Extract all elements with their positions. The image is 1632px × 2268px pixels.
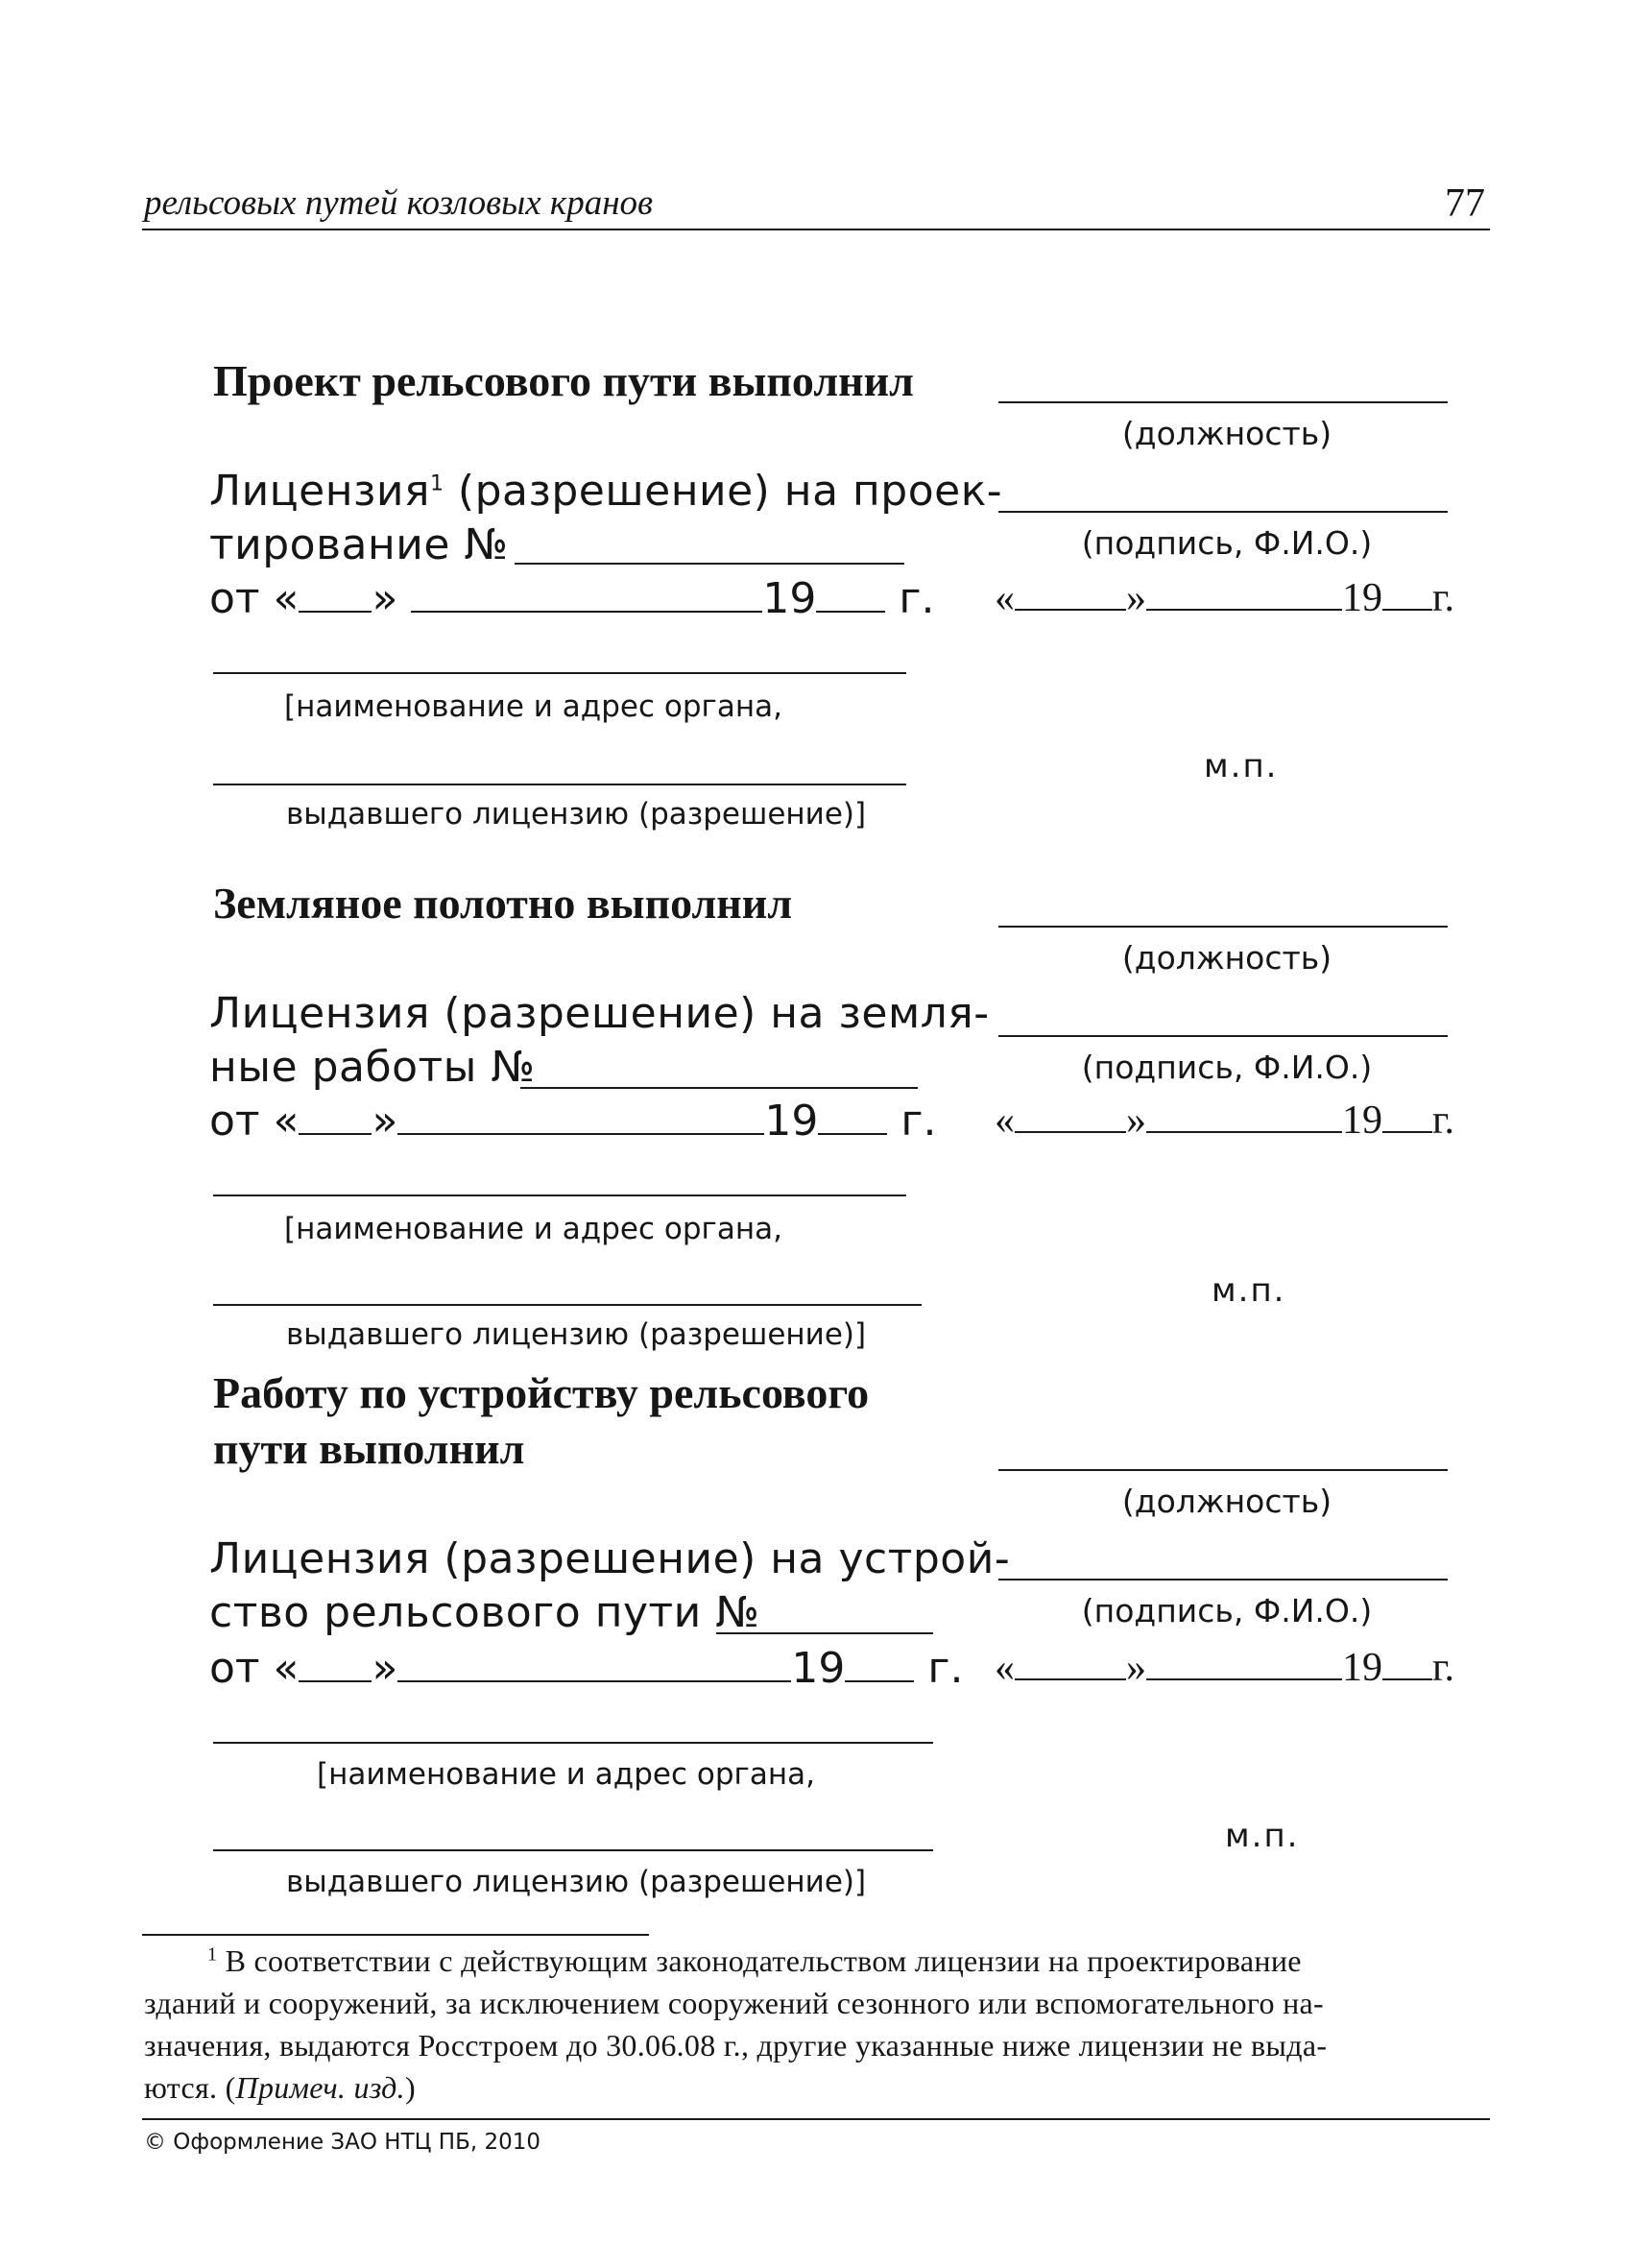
right-year-field[interactable]: [1382, 1644, 1432, 1680]
signature-caption: (подпись, Ф.И.О.): [1081, 1049, 1373, 1086]
license-number-field[interactable]: [515, 563, 904, 565]
right-month-field[interactable]: [1146, 1644, 1342, 1680]
footer-rule: [142, 2118, 1490, 2120]
signature-caption: (подпись, Ф.И.О.): [1081, 524, 1373, 562]
month-field[interactable]: [397, 1646, 791, 1682]
right-year-suffix: г.: [1432, 576, 1454, 620]
license-line-1: [209, 467, 1002, 516]
org-caption-1: [наименование и адрес органа,: [284, 1212, 782, 1246]
right-year-field[interactable]: [1382, 574, 1432, 611]
day-field[interactable]: [299, 1098, 372, 1135]
section-heading-track-work-1: Работу по устройству рельсового: [213, 1368, 870, 1417]
org-caption-2: выдавшего лицензию (разрешение)]: [286, 797, 867, 832]
stamp-label: м.п.: [1212, 1271, 1286, 1310]
org-address-line[interactable]: [213, 1849, 933, 1851]
date-open-quote: от «: [209, 574, 300, 623]
org-caption-1: [наименование и адрес органа,: [317, 1757, 815, 1792]
editor-note: Примеч. изд.: [235, 2070, 405, 2105]
right-date-open-quote: «: [995, 1646, 1015, 1690]
footnote-number: 1: [207, 1943, 218, 1966]
position-caption: (должность): [1121, 415, 1332, 452]
license-line-2: ные работы №: [209, 1043, 536, 1092]
stamp-label: м.п.: [1204, 747, 1279, 785]
right-month-field[interactable]: [1146, 574, 1342, 611]
year-field[interactable]: [818, 1098, 887, 1135]
month-field[interactable]: [411, 576, 762, 613]
year-field[interactable]: [816, 576, 885, 613]
license-line-1: Лицензия (разрешение) на земля-: [209, 989, 990, 1038]
year-prefix: 19: [762, 574, 817, 623]
month-field[interactable]: [397, 1098, 764, 1135]
footnote-text-4b: ): [404, 2070, 416, 2105]
right-date-close-quote: »: [1126, 576, 1146, 620]
org-name-line[interactable]: [213, 1742, 933, 1744]
license-word: Лицензия: [209, 467, 430, 516]
year-field[interactable]: [845, 1646, 914, 1682]
footnote-line-1: [207, 1943, 1302, 1979]
running-header-title: рельсовых путей козловых кранов: [144, 183, 654, 223]
section-heading-earthwork: Земляное полотно выполнил: [213, 879, 793, 928]
right-month-field[interactable]: [1146, 1097, 1342, 1133]
right-date: [995, 574, 1454, 621]
license-date: [209, 1644, 964, 1693]
right-day-field[interactable]: [1015, 574, 1126, 611]
date-close-quote: »: [372, 1097, 398, 1146]
org-address-line[interactable]: [213, 1304, 922, 1306]
footnote-line-2: зданий и сооружений, за исключением сооружений сезонного или вспомогательного на-: [144, 1986, 1324, 2020]
header-rule: [142, 229, 1490, 230]
license-date: [209, 574, 935, 623]
right-year-prefix: 19: [1342, 1098, 1382, 1143]
position-caption: (должность): [1121, 939, 1332, 977]
day-field[interactable]: [299, 576, 372, 613]
footnote-mark: 1: [429, 471, 444, 496]
right-date: [995, 1097, 1454, 1144]
license-date: [209, 1097, 937, 1146]
position-caption: (должность): [1121, 1483, 1332, 1520]
date-close-quote: »: [372, 1644, 398, 1693]
license-line-1: Лицензия (разрешение) на устрой-: [209, 1534, 1011, 1583]
date-open-quote: от «: [209, 1097, 300, 1146]
footnote-line-3: значения, выдаются Росстроем до 30.06.08 г., другие указанные ниже лицензии не выда-: [144, 2028, 1328, 2063]
footnote-separator: [142, 1934, 649, 1936]
org-name-line[interactable]: [213, 1194, 906, 1196]
footnote-text-4a: ются. (: [144, 2070, 236, 2105]
license-number-field[interactable]: [716, 1632, 933, 1634]
page-number: 77: [1445, 181, 1485, 226]
position-line: [998, 926, 1448, 928]
position-line: [998, 1469, 1448, 1471]
right-year-suffix: г.: [1432, 1098, 1454, 1143]
right-date-open-quote: «: [995, 576, 1015, 620]
signature-line: [998, 1579, 1448, 1580]
year-suffix: г.: [927, 1644, 964, 1693]
license-line-1-rest: (разрешение) на проек-: [444, 467, 1003, 516]
right-day-field[interactable]: [1015, 1644, 1126, 1680]
right-date-close-quote: »: [1126, 1646, 1146, 1690]
right-year-prefix: 19: [1342, 576, 1382, 620]
right-date-open-quote: «: [995, 1098, 1015, 1143]
org-address-line[interactable]: [213, 784, 906, 785]
signature-caption: (подпись, Ф.И.О.): [1081, 1592, 1373, 1629]
date-close-quote: »: [372, 574, 398, 623]
org-caption-1: [наименование и адрес органа,: [284, 689, 782, 724]
org-caption-2: выдавшего лицензию (разрешение)]: [286, 1865, 867, 1899]
right-date: [995, 1644, 1454, 1691]
stamp-label: м.п.: [1225, 1817, 1300, 1855]
right-date-close-quote: »: [1126, 1098, 1146, 1143]
year-suffix: г.: [899, 574, 935, 623]
position-line: [998, 401, 1448, 403]
license-line-2: ство рельсового пути №: [209, 1588, 760, 1637]
section-heading-track-work-2: пути выполнил: [213, 1424, 525, 1473]
section-heading-project: Проект рельсового пути выполнил: [213, 356, 914, 405]
day-field[interactable]: [299, 1646, 372, 1682]
org-name-line[interactable]: [213, 672, 906, 674]
date-open-quote: от «: [209, 1644, 300, 1693]
copyright-notice: © Оформление ЗАО НТЦ ПБ, 2010: [144, 2130, 541, 2155]
right-day-field[interactable]: [1015, 1097, 1126, 1133]
license-number-field[interactable]: [520, 1087, 918, 1089]
right-year-field[interactable]: [1382, 1097, 1432, 1133]
license-line-2: тирование №: [209, 520, 509, 569]
signature-line: [998, 1035, 1448, 1037]
footnote-text-1: В соответствии с действующим законодательством лицензии на проектирование: [217, 1943, 1302, 1978]
footnote-line-4: [144, 2070, 416, 2106]
year-prefix: 19: [791, 1644, 846, 1693]
right-year-suffix: г.: [1432, 1646, 1454, 1690]
year-suffix: г.: [900, 1097, 937, 1146]
signature-line: [998, 511, 1448, 513]
right-year-prefix: 19: [1342, 1646, 1382, 1690]
org-caption-2: выдавшего лицензию (разрешение)]: [286, 1317, 867, 1352]
year-prefix: 19: [764, 1097, 819, 1146]
